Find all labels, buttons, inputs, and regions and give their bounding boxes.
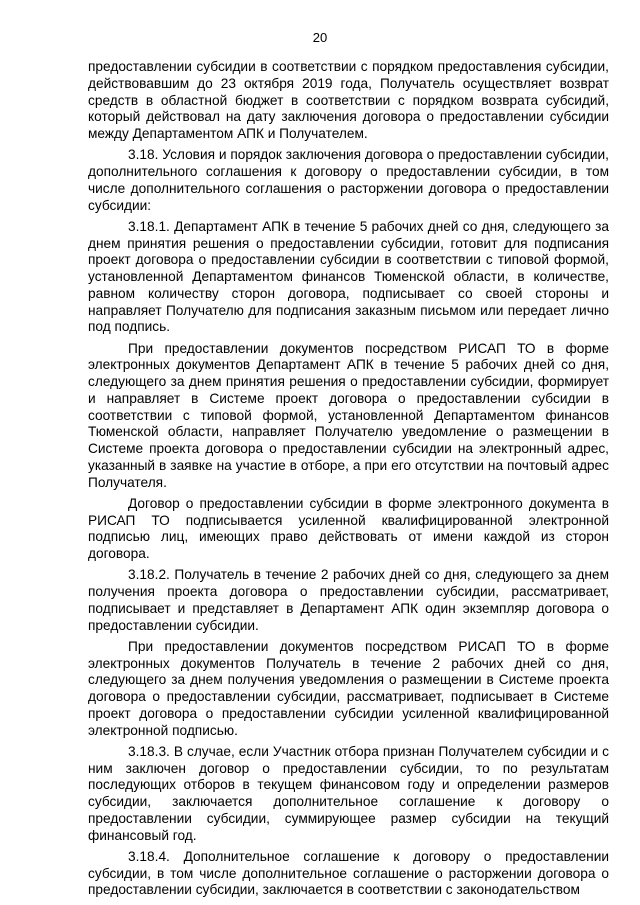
- paragraph-continuation: предоставлении субсидии в соответствии с порядком предоставления субсидии, действовавшим до 23 октября 2019 года, Получатель осуществляет возврат средств в областной бюджет в соответствии с порядком возврата субсидий, который действовал на дату заключения договора о предоставлении субсидии между Департаментом АПК и Получателем.: [88, 59, 609, 141]
- paragraph-3-18-1-electronic: При предоставлении документов посредством РИСАП ТО в форме электронных документов Департамент АПК в течение 5 рабочих дней со дня, следующего за днем принятия решения о предоставлении субсидии, формирует и направляет в Системе проект договора о предоставлении субсидии в соответствии с типовой формой, установленной Департаментом финансов Тюменской области, направляет Получателю уведомление о размещении в Системе проекта договора о предоставлении субсидии на электронный адрес, указанный в заявке на участие в отборе, а при его отсутствии на почтовый адрес Получателя.: [88, 340, 609, 490]
- paragraph-3-18: 3.18. Условия и порядок заключения договора о предоставлении субсидии, дополнительного соглашения к договору о предоставлении субсидии, в том числе дополнительного соглашения о расторжении договора о предоставлении субсидии:: [88, 147, 609, 213]
- paragraph-3-18-3: 3.18.3. В случае, если Участник отбора признан Получателем субсидии и с ним заключен договор о предоставлении субсидии, то по результатам последующих отборов в текущем финансовом году и определении размеров субсидии, заключается дополнительное соглашение к договору о предоставлении субсидии, суммирующее размер субсидии на текущий финансовый год.: [88, 743, 609, 843]
- document-body: [88, 59, 609, 899]
- page-number: 20: [312, 30, 328, 45]
- paragraph-3-18-2-electronic: При предоставлении документов посредством РИСАП ТО в форме электронных документов Получатель в течение 2 рабочих дней со дня, следующего за днем получения уведомления о размещении в Системе проекта договора о предоставлении субсидии, рассматривает, подписывает в Системе проект договора о предоставлении субсидии усиленной квалифицированной электронной подписью.: [88, 638, 609, 738]
- paragraph-3-18-1-signature: Договор о предоставлении субсидии в форме электронного документа в РИСАП ТО подписывается усиленной квалифицированной электронной подписью лиц, имеющих право действовать от имени каждой из сторон договора.: [88, 495, 609, 561]
- paragraph-3-18-1: 3.18.1. Департамент АПК в течение 5 рабочих дней со дня, следующего за днем принятия решения о предоставлении субсидии, готовит для подписания проект договора о предоставлении субсидии в соответствии с типовой формой, установленной Департаментом финансов Тюменской области, в количестве, равном количеству сторон договора, подписывает со своей стороны и направляет Получателю для подписания заказным письмом или передает лично под подпись.: [88, 218, 609, 335]
- paragraph-3-18-4: 3.18.4. Дополнительное соглашение к договору о предоставлении субсидии, в том числе дополнительное соглашение о расторжении договора о предоставлении субсидии, заключается в соответствии с законодательством: [88, 848, 609, 898]
- paragraph-3-18-2: 3.18.2. Получатель в течение 2 рабочих дней со дня, следующего за днем получения проекта договора о предоставлении субсидии, рассматривает, подписывает и представляет в Департамент АПК один экземпляр договора о предоставлении субсидии.: [88, 567, 609, 633]
